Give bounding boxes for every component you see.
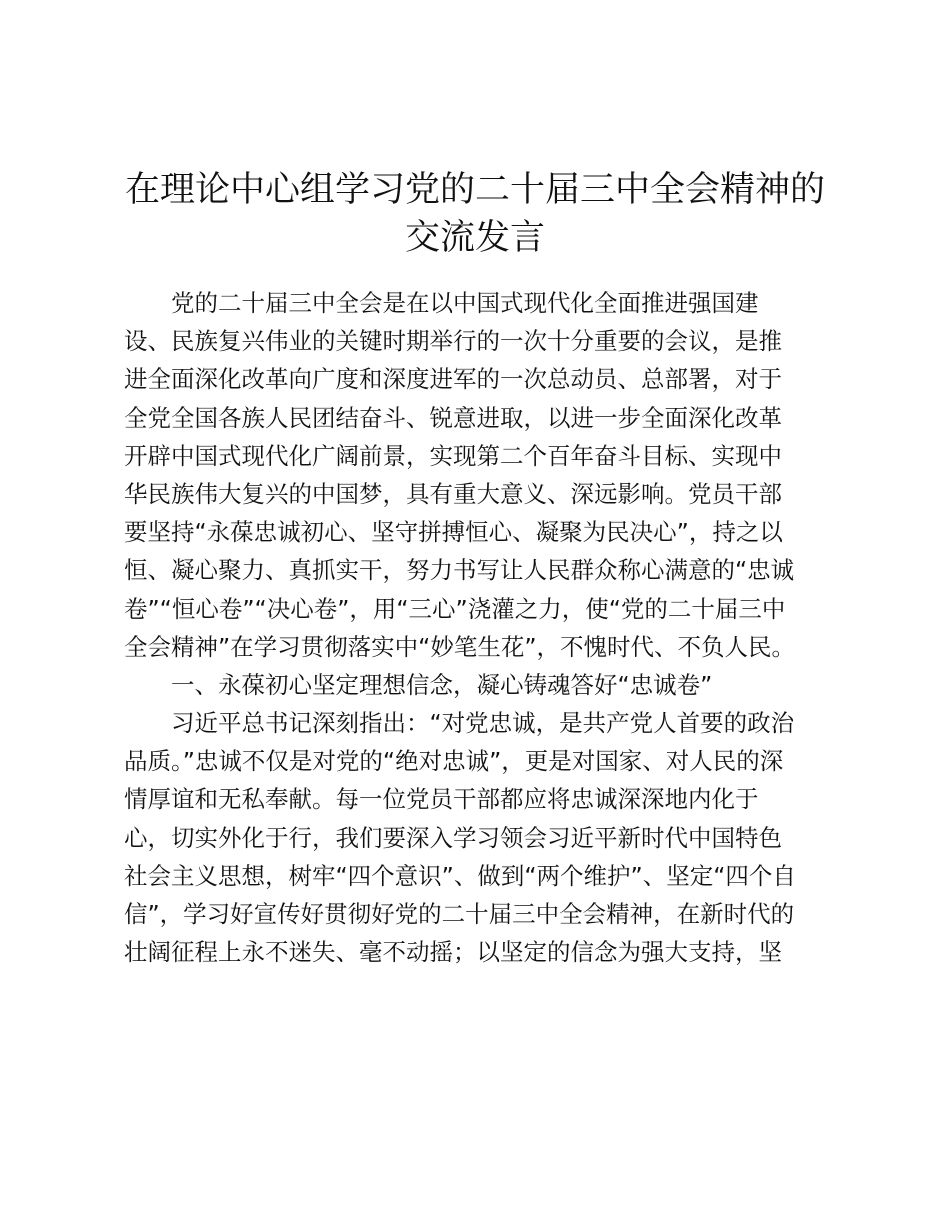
paragraph-line: 习近平总书记深刻指出：“对党忠诚，是共产党人首要的政治: [171, 709, 795, 738]
paragraph-line: 情厚谊和无私奉献。每一位党员干部都应将忠诚深深地内化于: [124, 785, 759, 814]
document-body: [124, 284, 836, 971]
paragraph-line: 卷”“恒心卷”“决心卷”，用“三心”浇灌之力，使“党的二十届三中: [124, 594, 786, 623]
paragraph-loyalty: [124, 704, 836, 971]
paragraph-line: 社会主义思想，树牢“四个意识”、做到“两个维护”、坚定“四个自: [124, 861, 796, 890]
paragraph-intro: [124, 284, 836, 666]
paragraph-line: 品质。”忠诚不仅是对党的“绝对忠诚”，更是对国家、对人民的深: [124, 747, 784, 776]
paragraph-line: 全会精神”在学习贯彻落实中“妙笔生花”，不愧时代、不负人民。: [124, 632, 796, 661]
section-heading: 一、永葆初心坚定理想信念，凝心铸魂答好“忠诚卷”: [171, 670, 713, 699]
paragraph-line: 华民族伟大复兴的中国梦，具有重大意义、深远影响。党员干部: [124, 479, 782, 508]
title-line: 交流发言: [404, 218, 545, 258]
paragraph-line: 壮阔征程上永不迷失、毫不动摇；以坚定的信念为强大支持，坚: [124, 938, 782, 967]
paragraph-line: 信”，学习好宣传好贯彻好党的二十届三中全会精神，在新时代的: [124, 900, 795, 928]
paragraph-line: 设、民族复兴伟业的关键时期举行的一次十分重要的会议，是推: [124, 327, 782, 356]
paragraph-line: 开辟中国式现代化广阔前景，实现第二个百年奋斗目标、实现中: [124, 441, 782, 470]
paragraph-line: 全党全国各族人民团结奋斗、锐意进取，以进一步全面深化改革: [124, 403, 782, 432]
title-line: 在理论中心组学习党的二十届三中全会精神的: [124, 170, 825, 210]
paragraph-line: 要坚持“永葆忠诚初心、坚守拼搏恒心、凝聚为民决心”，持之以: [124, 518, 783, 547]
paragraph-line: 恒、凝心聚力、真抓实干，努力书写让人民群众称心满意的“忠诚: [124, 556, 795, 585]
paragraph-line: 心，切实外化于行，我们要深入学习领会习近平新时代中国特色: [124, 823, 782, 852]
paragraph-line: 进全面深化改革向广度和深度进军的一次总动员、总部署，对于: [124, 365, 782, 394]
document-title: [120, 166, 830, 262]
paragraph-line: 党的二十届三中全会是在以中国式现代化全面推进强国建: [171, 289, 759, 317]
